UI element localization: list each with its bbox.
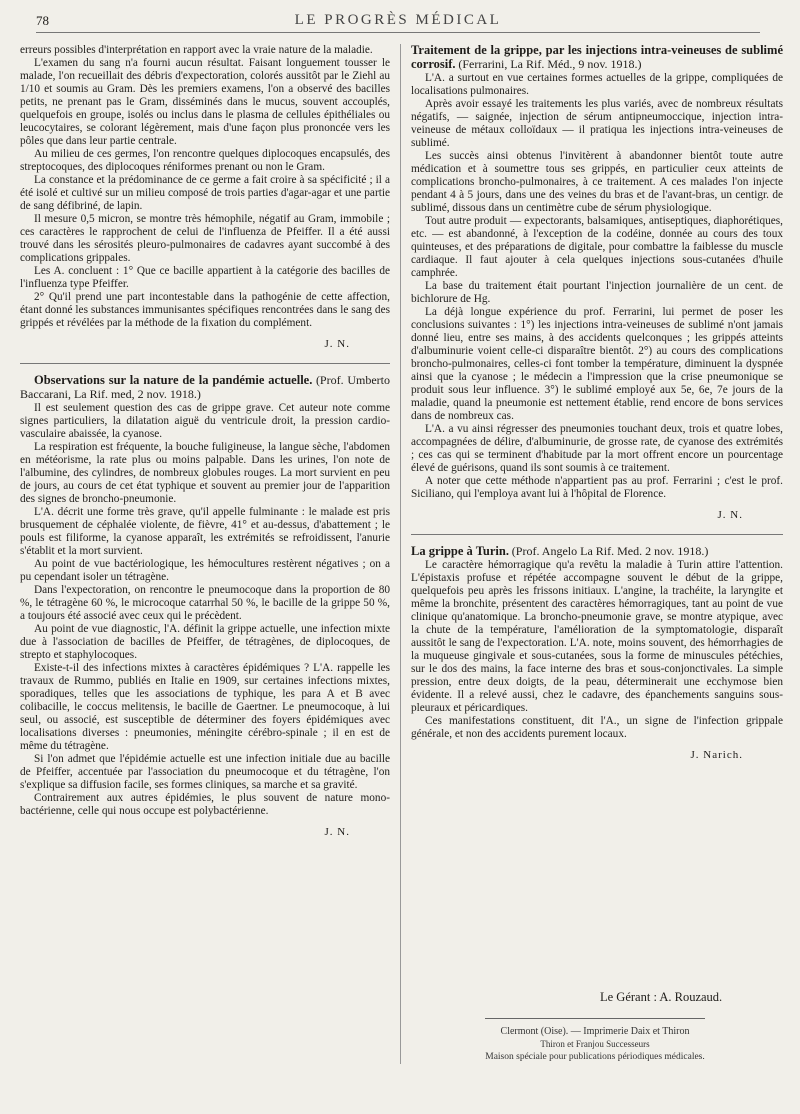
paragraph: Il mesure 0,5 micron, se montre très hémophile, négatif au Gram, immobile ; ces caractères le rapprochent de celui de l'influenza de Pfeiffer. Il a été aussi trouvé dans les sérosités pleuro-pulmonaires de cadavres ayant succombé à des complications grippales. <box>20 213 390 264</box>
article-citation: (Ferrarini, La Rif. Méd., 9 nov. 1918.) <box>458 57 642 71</box>
paragraph: Les A. concluent : 1° Que ce bacille appartient à la catégorie des bacilles de l'influenza type Pfeiffer. <box>20 265 390 290</box>
paragraph: Au point de vue bactériologique, les hémocultures restèrent négatives ; on a pu cependant isoler un tétragène. <box>20 558 390 583</box>
printer-imprint <box>430 1018 760 1064</box>
paragraph: Au point de vue diagnostic, l'A. définit la grippe actuelle, une infection mixte due à l'association de bacilles de Pfeiffer, de tétragènes, de diplocoques, de strepto et staphylocoques. <box>20 623 390 661</box>
article-title: La grippe à Turin. <box>411 544 509 558</box>
paragraph: Le caractère hémorragique qu'a revêtu la maladie à Turin attire l'attention. L'épistaxis profuse et répétée accompagne souvent le début de la grippe, quelquefois peu après les frissons initiaux. L'angine, la trachéite, la laryngite et même la bronchite, présentent des caractères hémorragiques, tant au point de vue clinique qu'anatomique. La broncho-pneumonie grave, se montre atypique, avec la chute de la température, l'amélioration de la symptomatologie, disparaît aussitôt le sang de l'expectoration. L'A. note, moins souvent, des hémorrhagies de la muqueuse gingivale et sous-cutanées, sous la forme de minuscules pétéchies, sur le dos des mains, la face interne des bras et sous-conjonctivales. La simple pression, entre deux doigts, de la peau, déterminerait une ecchymose bien évidente. Il a relevé aussi, chez le cadavre, des épanchements sanguins sous-pleuraux et péricardiques. <box>411 559 783 714</box>
article-title: Observations sur la nature de la pandémie actuelle. <box>34 373 313 387</box>
paragraph: Contrairement aux autres épidémies, le plus souvent de nature mono-bactérienne, celle qui nous occupe est polybactérienne. <box>20 792 390 817</box>
imprint-line: Maison spéciale pour publications périodiques médicales. <box>485 1052 705 1062</box>
article-signature: J. N. <box>324 338 350 350</box>
paragraph: erreurs possibles d'interprétation en rapport avec la vraie nature de la maladie. <box>20 44 373 56</box>
article-signature: J. Narich. <box>690 749 743 761</box>
imprint-line: Clermont (Oise). — Imprimerie Daix et Thiron <box>500 1026 690 1037</box>
imprint-separator <box>485 1018 705 1019</box>
article-signature: J. N. <box>717 509 743 521</box>
paragraph: La constance et la prédominance de ce germe a fait croire à sa spécificité ; il a été isolé et cultivé sur un milieu composé de trois parties d'agar-agar et une partie de sang défibriné, de lapin. <box>20 174 390 212</box>
paragraph: Au milieu de ces germes, l'on rencontre quelques diplocoques encapsulés, des streptocoques, des diplocoques réniformes prenant ou non le Gram. <box>20 148 390 173</box>
paragraph: Si l'on admet que l'épidémie actuelle est une infection initiale due au bacille de Pfeiffer, accentuée par l'association du pneumocoque et du tétragène, l'on s'explique sa diffusion facile, ses formes cliniques, sa marche et sa gravité. <box>20 753 390 791</box>
paragraph: 2° Qu'il prend une part incontestable dans la pathogénie de cette affection, étant donné les substances immunisantes spécifiques rencontrées dans le sang des grippés et révélées par la méthode de la fixation du complément. <box>20 291 390 329</box>
right-column <box>411 44 783 762</box>
paragraph: La respiration est fréquente, la bouche fuligineuse, la langue sèche, l'abdomen en météorisme, la rate plus ou moins palpable. Dans les urines, l'on note de l'albumine, des cylindres, de nombreux globules rouges. La mort survient en peu de jours, au cours de cet état typhique et souvent au premier jour de l'apparition des signes de broncho-pneumonie. <box>20 441 390 505</box>
article-heading <box>411 44 783 72</box>
paragraph: Dans l'expectoration, on rencontre le pneumocoque dans la proportion de 80 %, le tétragène 60 %, le microcoque catarrhal 50 %, le bacille de la grippe 50 %, a toujours été associé avec ceux qui le précèdent. <box>20 584 390 622</box>
imprint-line: Thiron et Franjou Successeurs <box>540 1039 650 1049</box>
page-header <box>36 10 760 33</box>
article-separator <box>411 534 783 535</box>
paragraph: Existe-t-il des infections mixtes à caractères épidémiques ? L'A. rappelle les travaux de Rummo, publiés en Italie en 1909, sur certaines infections mixtes, sporadiques, telles que les associations de typhique, les para A et B avec colibacille, le coccus melitensis, le bacille de Gaertner. Le pneumocoque, à lui seul, ou associé, est susceptible de déterminer des foyers épidémiques avec localisations diverses : pneumonies, méningite cérébro-spinale ; il en est de même du tétragène. <box>20 662 390 752</box>
paragraph: Les succès ainsi obtenus l'invitèrent à abandonner bientôt toute autre médication et à soumettre tous ses grippés, en particulier ceux atteints de complications broncho-pulmonaires, à ce traitement. A ces malades l'on injecte pendant 4 à 5 jours, dans une des veines du bras et de l'avant-bras, un centigr. de sublimé, dissous dans un centimètre cube de sérum physiologique. <box>411 150 783 214</box>
article-citation: (Prof. Umberto Baccarani, La Rif. med, 2 nov. 1918.) <box>20 373 390 401</box>
left-column <box>20 44 390 839</box>
paragraph: L'A. décrit une forme très grave, qu'il appelle fulminante : le malade est pris brusquement de céphalée violente, de fièvre, 41° et au-dessus, d'abattement ; le pouls est filiforme, la cyanose apparaît, les extrémités se refroidissent, l'anurie s'établit et la mort survient. <box>20 506 390 557</box>
article-heading <box>20 374 390 402</box>
paragraph: Il est seulement question des cas de grippe grave. Cet auteur note comme signes particuliers, la dilatation aiguë du ventricule droit, la pression cardio-vasculaire abaissée, la cyanose. <box>20 402 390 440</box>
paragraph: La déjà longue expérience du prof. Ferrarini, lui permet de poser les conclusions suivantes : 1°) les injections intra-veineuses de sublimé n'ont jamais donné lieu, entre ses mains, à des accidents quelconques ; les grippés atteints d'albuminurie voient celle-ci disparaître bientôt. 2°) au cours des complications broncho-pulmonaires, celles-ci font tomber la température, diminuent la dyspnée ainsi que la cyanose ; le médecin a l'impression que la crise pneumonique se produit sous leur influence. 3°) le sublimé employé aux 5e, 6e, 7e jours de la maladie, quand la pneumonie est nettement établie, rend encore de bons services dans de nombreux cas. <box>411 306 783 422</box>
article-separator <box>20 363 390 364</box>
article-citation: (Prof. Angelo La Rif. Med. 2 nov. 1918.) <box>511 544 709 558</box>
journal-title: LE PROGRÈS MÉDICAL <box>294 12 502 28</box>
paragraph: A noter que cette méthode n'appartient pas au prof. Ferrarini ; c'est le prof. Siciliano, qui l'employa avant lui à l'hôpital de Florence. <box>411 475 783 500</box>
paragraph: La base du traitement était pourtant l'injection journalière de un cent. de bichlorure de Hg. <box>411 280 783 305</box>
paragraph: Ces manifestations constituent, dit l'A., un signe de l'infection grippale générale, et non des accidents purement locaux. <box>411 715 783 740</box>
article-signature: J. N. <box>324 826 350 838</box>
page-number: 78 <box>36 13 49 28</box>
paragraph: L'A. a surtout en vue certaines formes actuelles de la grippe, compliquées de localisations pulmonaires. <box>411 72 783 97</box>
paragraph: Tout autre produit — expectorants, balsamiques, antiseptiques, diaphorétiques, etc. — est abandonné, à l'exception de la codéine, donnée au cours des toux quinteuses, et des préparations de digitale, pour combattre la faiblesse du muscle cardiaque. Il faut ajouter à cela quelques injections sous-cutanées d'huile camphrée. <box>411 215 783 279</box>
article-heading <box>411 545 783 559</box>
paragraph: Après avoir essayé les traitements les plus variés, avec de nombreux résultats négatifs, — saignée, injection de sérum antipneumoccique, injection intra-veineuse de métaux colloïdaux — il pratiqua les injections intra-veineuses de sublimé. <box>411 98 783 149</box>
article-title: Traitement de la grippe, par les injections intra-veineuses de sublimé corrosif. <box>411 43 783 71</box>
gerant-line: Le Gérant : A. Rouzaud. <box>600 990 723 1004</box>
column-divider <box>400 44 401 1064</box>
paragraph: L'A. a vu ainsi régresser des pneumonies touchant deux, trois et quatre lobes, accompagnées de délire, d'albuminurie, de grosse rate, de cyanose des extrémités ; ces cas qui se terminent d'habitude par la mort offrent encore un pourcentage élevé de guérisons, quand ils sont soumis à ce traitement. <box>411 423 783 474</box>
paragraph: L'examen du sang n'a fourni aucun résultat. Faisant longuement tousser le malade, l'on recueillait des débris d'expectoration, colorés aussitôt par le Ziehl au 1/10 et soumis au Gram. Dès les premiers examens, l'on a observé des bacilles petits, ne prenant pas le Gram, disséminés dans le mucus, souvent accouplés, quelquefois en groupe, isolés ou inclus dans le plasma de cellules épithéliales ou leucocytaires, se colorant légèrement, mais d'une façon plus prononcée vers les pôles que dans leur partie centrale. <box>20 57 390 147</box>
